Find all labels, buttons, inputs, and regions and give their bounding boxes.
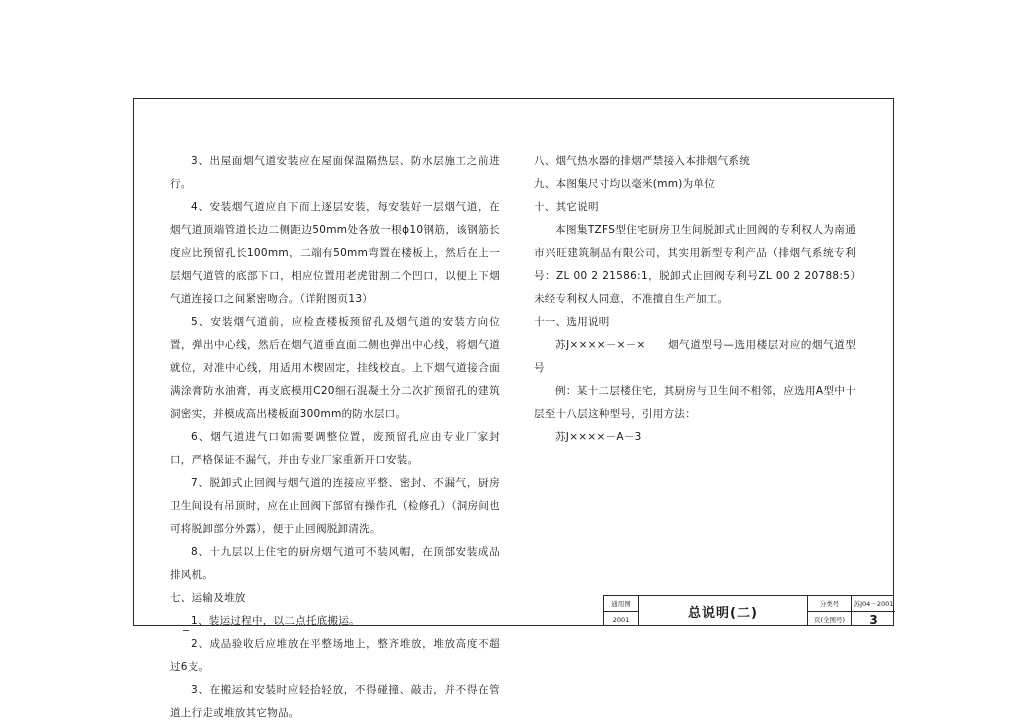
- paragraph-4: 4、安装烟气道应自下而上逐层安装，每安装好一层烟气道，在烟气道顶端管道长边二侧距边50mm处各放一根ϕ10钢筋，该钢筋长度应比预留孔长100mm，二端有50mm弯置在楼板上，然后在上一层烟气道管的底部下口，相应位置用老虎钳割二个凹口，以便上下烟气道连接口之间紧密吻合。（详附图页13）: [170, 201, 500, 305]
- paragraph-6: 6、烟气道进气口如需要调整位置，废预留孔应由专业厂家封口，严格保证不漏气，并由专业厂家重新开口安装。: [170, 431, 500, 466]
- paragraph-5: 5、安装烟气道前，应检查楼板预留孔及烟气道的安装方向位置，弹出中心线，然后在烟气道垂直面二侧也弹出中心线，将烟气道就位，对准中心线，用适用木楔固定，挂线校直。上下烟气道接合面满涂膏防水油膏，再支底模用C20细石混凝土分二次扩预留孔的建筑洞密实，并模成高出楼板面300mm的防水层口。: [170, 316, 500, 420]
- title-block: [603, 595, 894, 626]
- approval-label: 通用图: [611, 600, 631, 608]
- paragraph-7: 7、脱卸式止回阀与烟气道的连接应平整、密封、不漏气，厨房卫生间设有吊顶时，应在止回阀下部留有操作孔（检修孔）（洞房间也可将脱卸部分外露），便于止回阀脱卸清洗。: [170, 477, 500, 535]
- section-heading-9: 九、本图集尺寸均以毫米(mm)为单位: [534, 178, 716, 190]
- section-heading-7: 七、运输及堆放: [170, 592, 246, 604]
- page-number: 3: [869, 612, 878, 627]
- atlas-no-label: 分类号: [819, 600, 840, 608]
- atlas-no-value: 苏J04－2001: [853, 600, 894, 608]
- example-paragraph: 例：某十二层楼住宅，其厨房与卫生间不相邻，应选用A型中十层至十八层这种型号，引用方法：: [534, 385, 856, 420]
- page-label: 页(全图号): [813, 616, 846, 624]
- transport-item-3: 3、在搬运和安装时应轻拾轻放，不得碰撞、敲击，并不得在管道上行走或堆放其它物品。: [170, 684, 500, 719]
- example-code: 苏J××××－A－3: [555, 431, 642, 443]
- transport-item-1: 1、装运过程中，以二点托底搬运。: [191, 615, 360, 627]
- model-code-line: 苏J××××－×－× 烟气道型号—选用楼层对应的烟气道型号: [534, 339, 856, 374]
- section-heading-10: 十、其它说明: [534, 201, 599, 213]
- drawing-title: 总说明(二): [688, 606, 758, 621]
- crop-mark: [183, 630, 189, 631]
- patent-paragraph: 本图集TZFS型住宅厨房卫生间脱卸式止回阀的专利权人为南通市兴旺建筑制品有限公司，其实用新型专利产品（排烟气系统专利号：ZL 00 2 21586:1，脱卸式止回阀专利号ZL 00 2 20788:5）未经专利权人同意，不准擅自生产加工。: [534, 224, 856, 305]
- left-text-column: [170, 150, 500, 725]
- paragraph-8: 8、十九层以上住宅的厨房烟气道可不装风帽，在顶部安装成品排风机。: [170, 546, 500, 581]
- right-text-column: [534, 150, 856, 449]
- paragraph-3: 3、出屋面烟气道安装应在屋面保温隔热层、防水层施工之前进行。: [170, 155, 500, 190]
- year-value: 2001: [612, 615, 630, 624]
- section-heading-8: 八、烟气热水器的排烟严禁接入本排烟气系统: [534, 155, 750, 167]
- section-heading-11: 十一、选用说明: [534, 316, 610, 328]
- transport-item-2: 2、成品验收后应堆放在平整场地上，整齐堆放，堆放高度不超过6支。: [170, 638, 500, 673]
